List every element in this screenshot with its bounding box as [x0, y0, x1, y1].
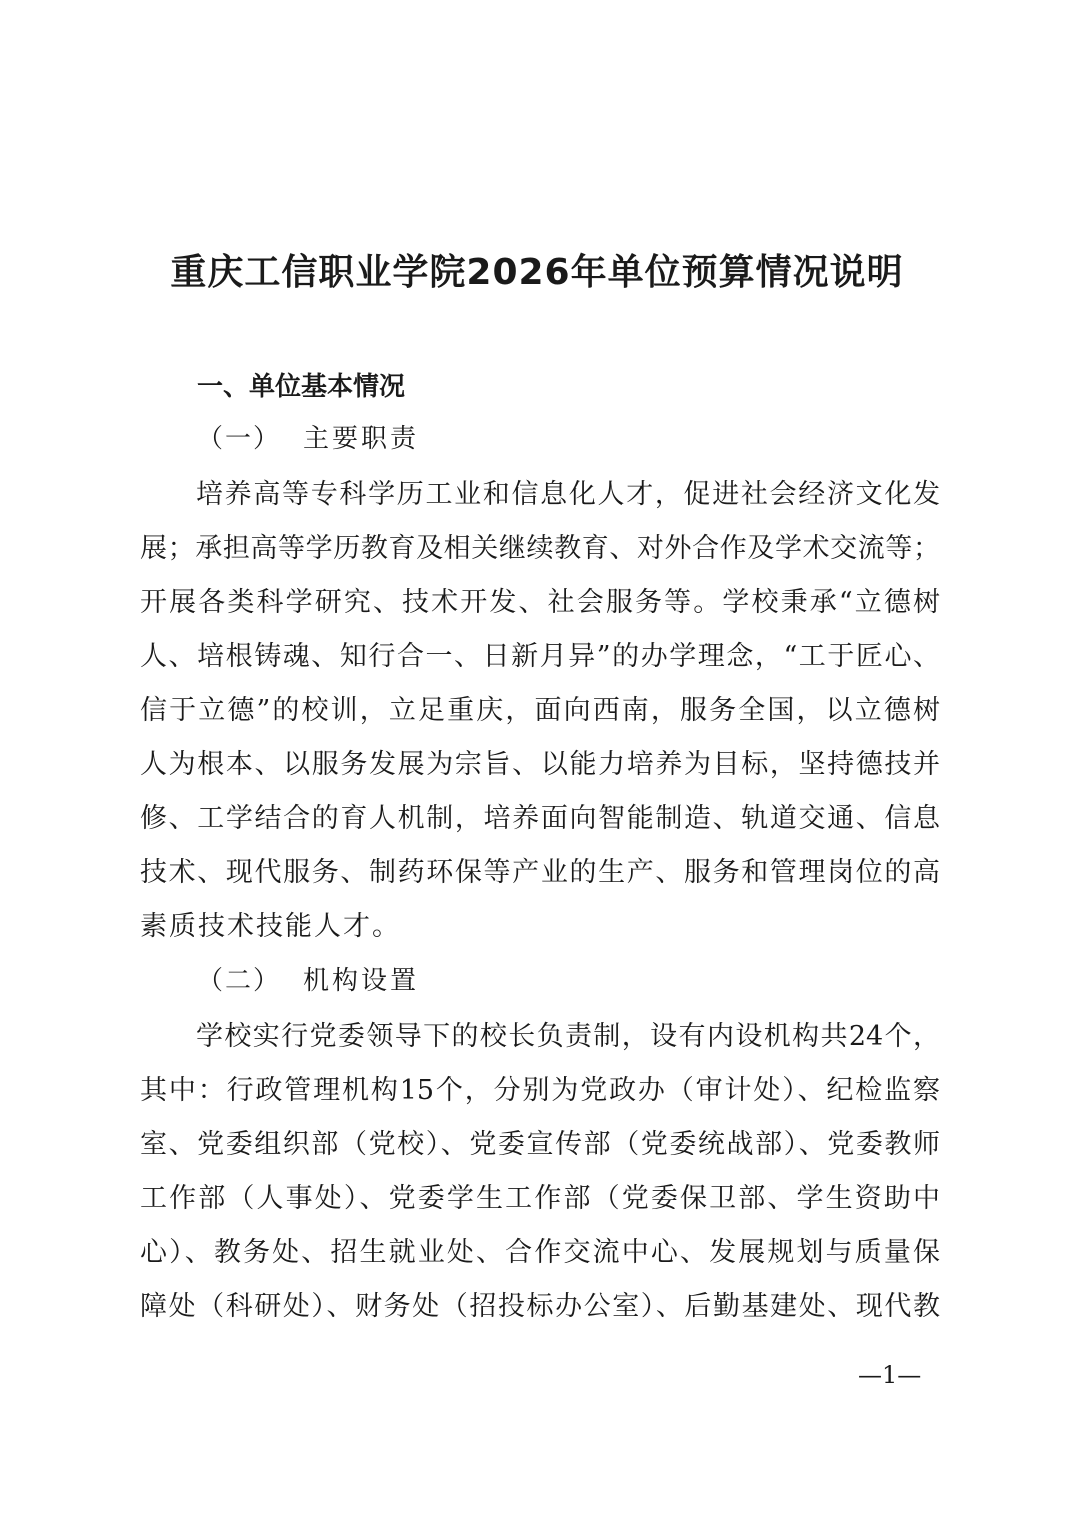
- paragraph-line: 心）、教务处、招生就业处、合作交流中心、发展规划与质量保: [140, 1237, 940, 1268]
- page-number: —1—: [858, 1361, 922, 1389]
- paragraph-line: 素质技术技能人才。: [140, 911, 401, 942]
- subsection-title: 主要职责: [303, 424, 420, 454]
- paragraph-line: 培养高等专科学历工业和信息化人才，促进社会经济文化发: [196, 479, 940, 510]
- subsection-heading-main-duties: [197, 414, 419, 464]
- subsection-title: 机构设置: [303, 966, 420, 996]
- paragraph-line: 开展各类科学研究、技术开发、社会服务等。学校秉承“立德树: [140, 587, 940, 618]
- section-heading-basic-info: 一、单位基本情况: [197, 372, 406, 402]
- paragraph-line: 障处（科研处）、财务处（招投标办公室）、后勤基建处、现代教: [140, 1291, 940, 1322]
- paragraph-line: 人为根本、以服务发展为宗旨、以能力培养为目标，坚持德技并: [140, 749, 940, 780]
- subsection-heading-organization: [197, 956, 419, 1006]
- paragraph-line: 人、培根铸魂、知行合一、日新月异”的办学理念，“工于匠心、: [140, 641, 940, 672]
- paragraph-line: 展；承担高等学历教育及相关继续教育、对外合作及学术交流等；: [140, 533, 940, 564]
- paragraph-line: 修、工学结合的育人机制，培养面向智能制造、轨道交通、信息: [140, 803, 940, 834]
- paragraph-line: 室、党委组织部（党校）、党委宣传部（党委统战部）、党委教师: [140, 1129, 940, 1160]
- subsection-number: （一）: [197, 424, 282, 454]
- document-title: 重庆工信职业学院2026年单位预算情况说明: [170, 252, 904, 293]
- paragraph-organization: [140, 1010, 940, 1334]
- paragraph-main-duties: [140, 468, 940, 954]
- subsection-number: （二）: [197, 966, 282, 996]
- paragraph-line: 技术、现代服务、制药环保等产业的生产、服务和管理岗位的高: [140, 857, 940, 888]
- paragraph-line: 其中：行政管理机构15个，分别为党政办（审计处）、纪检监察: [140, 1075, 940, 1106]
- paragraph-line: 信于立德”的校训，立足重庆，面向西南，服务全国，以立德树: [140, 695, 940, 726]
- paragraph-line: 工作部（人事处）、党委学生工作部（党委保卫部、学生资助中: [140, 1183, 940, 1214]
- paragraph-line: 学校实行党委领导下的校长负责制，设有内设机构共24个，: [196, 1021, 940, 1052]
